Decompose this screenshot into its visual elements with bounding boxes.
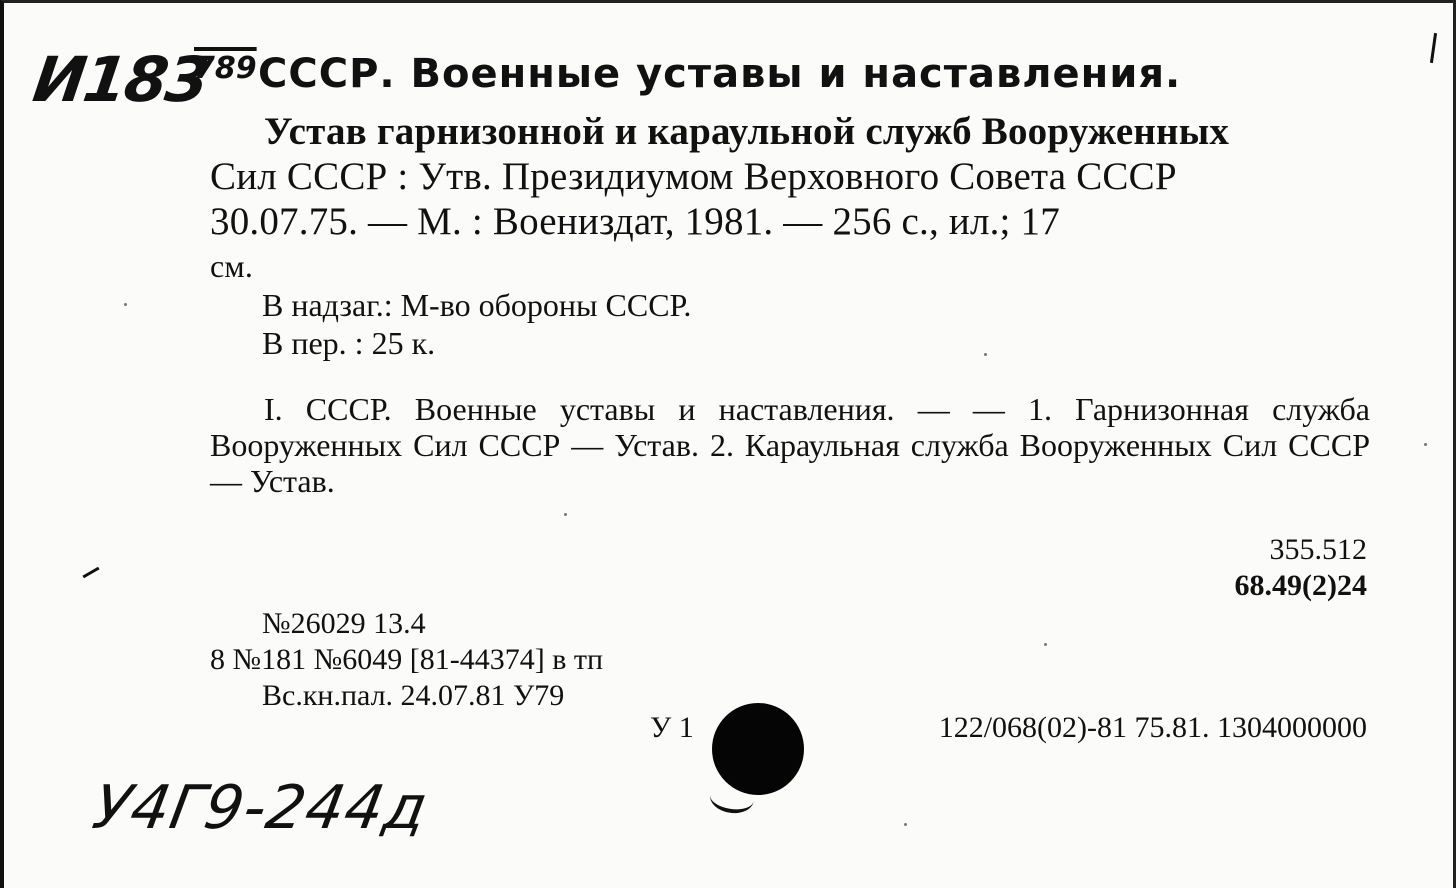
speck bbox=[904, 823, 907, 826]
speck bbox=[1424, 443, 1427, 446]
title-line-2: Сил СССР : Утв. Президиумом Верховного Совета СССР bbox=[210, 155, 1177, 198]
handwritten-subject-heading: СССР. Военные уставы и наставления. bbox=[258, 51, 1182, 97]
title-line-3: 30.07.75. — М. : Воениздат, 1981. — 256 с., ил.; 17 bbox=[210, 200, 1060, 243]
title-line-4: см. bbox=[210, 248, 254, 284]
tracing-text: I. СССР. Военные уставы и наставления. — — 1. Гарнизонная служба Вооруженных Сил СССР — Устав. 2. Караульная служба Вооруженных Сил СССР — Устав. bbox=[210, 391, 1370, 499]
pen-mark bbox=[1430, 33, 1437, 63]
index-code-right: 122/068(02)-81 75.81. 1304000000 bbox=[938, 711, 1367, 744]
handwritten-call-number: И183 bbox=[28, 43, 213, 116]
pen-mark bbox=[82, 567, 99, 579]
note-publisher-heading: В надзаг.: М-во обороны СССР. bbox=[262, 287, 692, 323]
title-line-1: Устав гарнизонной и караульной служб Вооруженных bbox=[264, 110, 1230, 153]
subject-tracing bbox=[210, 391, 1370, 499]
punch-hole-shadow bbox=[708, 780, 756, 816]
note-binding-price: В пер. : 25 к. bbox=[262, 325, 436, 361]
technical-line-1: №26029 13.4 bbox=[262, 607, 426, 640]
handwritten-bottom-code: У4Г9-244д bbox=[87, 773, 434, 843]
handwritten-call-number-sub: 789 bbox=[194, 51, 257, 86]
udc-number: 355.512 bbox=[1269, 533, 1367, 566]
speck bbox=[1044, 643, 1047, 646]
technical-line-3: Вс.кн.пал. 24.07.81 У79 bbox=[262, 679, 565, 712]
bbk-number: 68.49(2)24 bbox=[1234, 569, 1367, 602]
speck bbox=[124, 303, 127, 306]
speck bbox=[564, 513, 567, 516]
index-code-left: У 1 bbox=[650, 711, 694, 744]
title-description bbox=[210, 109, 1370, 289]
technical-line-2: 8 №181 №6049 [81-44374] в тп bbox=[210, 643, 604, 676]
speck bbox=[984, 353, 987, 356]
